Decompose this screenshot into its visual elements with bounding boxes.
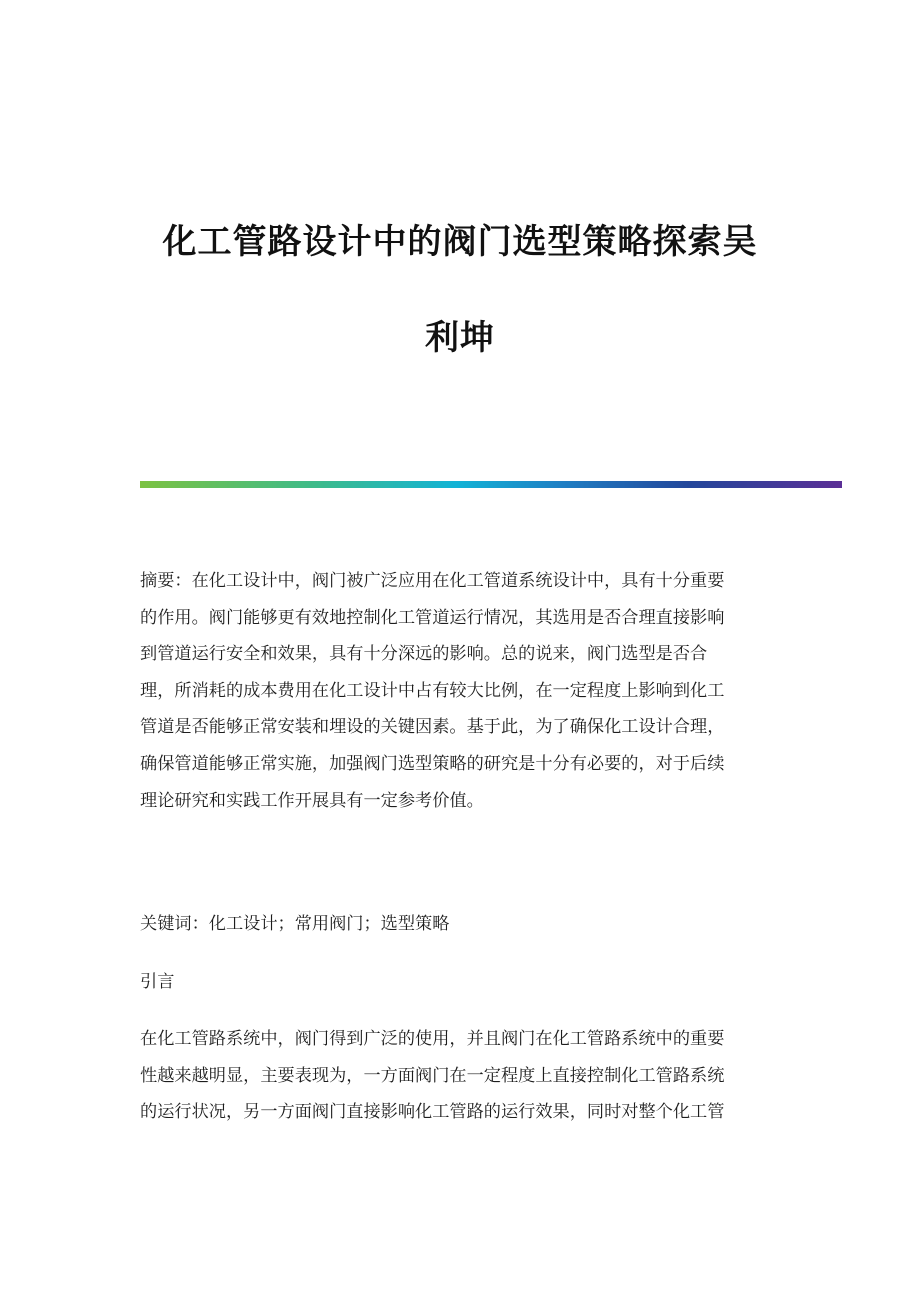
abstract-line: 管道是否能够正常安装和埋设的关键因素。基于此，为了确保化工设计合理， (140, 717, 725, 738)
abstract-line: 的作用。阀门能够更有效地控制化工管道运行情况，其选用是否合理直接影响 (140, 607, 725, 628)
abstract-line: 到管道运行安全和效果，具有十分深远的影响。总的说来，阀门选型是否合 (140, 644, 708, 665)
abstract-line: 理，所消耗的成本费用在化工设计中占有较大比例，在一定程度上影响到化工 (140, 680, 725, 701)
abstract-line: 摘要：在化工设计中，阀门被广泛应用在化工管道系统设计中，具有十分重要 (140, 571, 725, 591)
document-title-line-1: 化工管路设计中的阀门选型策略探索吴 (162, 222, 758, 262)
keywords-line: 关键词：化工设计；常用阀门；选型策略 (140, 914, 450, 934)
section-heading-intro: 引言 (140, 972, 175, 992)
abstract-line: 确保管道能够正常实施，加强阀门选型策略的研究是十分有必要的，对于后续 (140, 753, 725, 774)
intro-line: 性越来越明显，主要表现为，一方面阀门在一定程度上直接控制化工管路系统 (140, 1065, 725, 1086)
title-divider-rule (140, 481, 842, 488)
intro-line: 的运行状况，另一方面阀门直接影响化工管路的运行效果，同时对整个化工管 (140, 1102, 725, 1123)
abstract-line: 理论研究和实践工作开展具有一定参考价值。 (140, 790, 484, 811)
intro-line: 在化工管路系统中，阀门得到广泛的使用，并且阀门在化工管路系统中的重要 (140, 1029, 725, 1049)
abstract-paragraph (140, 563, 780, 819)
intro-paragraph (140, 1021, 780, 1131)
document-title-line-2: 利坤 (425, 318, 495, 358)
